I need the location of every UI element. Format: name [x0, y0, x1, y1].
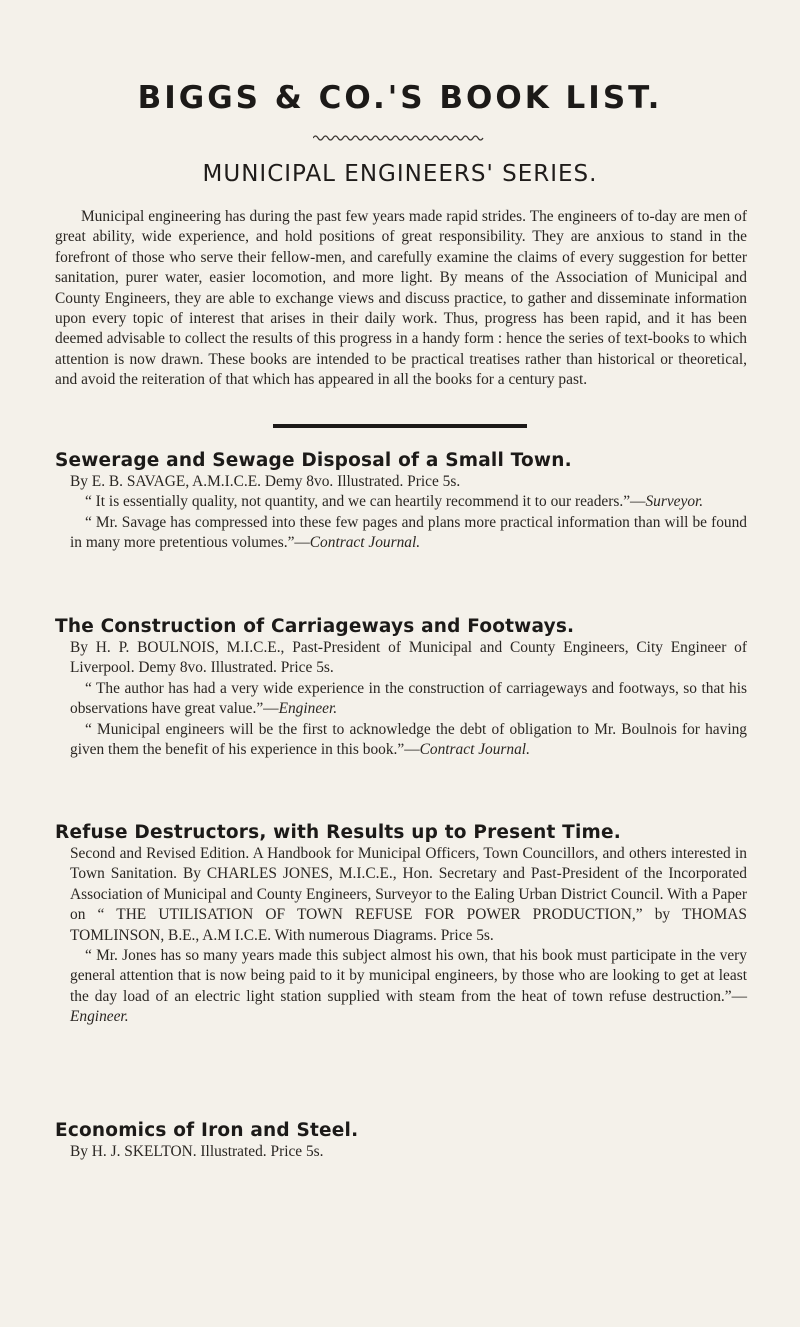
- book-entry: [55, 822, 747, 1028]
- review-source: Contract Journal.: [419, 741, 530, 759]
- wavy-ornament: [313, 133, 487, 143]
- review-text: “ Mr. Savage has compressed into these few pages and plans more practical information than will be found in many more pretentious volumes.”—: [70, 513, 747, 552]
- book-review: [70, 513, 747, 554]
- review-source: Engineer.: [70, 1008, 129, 1026]
- book-review: [70, 946, 747, 1028]
- book-entry: [55, 1120, 747, 1162]
- series-title: MUNICIPAL ENGINEERS' SERIES.: [202, 161, 598, 187]
- review-text: “ Mr. Jones has so many years made this subject almost his own, that his book must participate in the very general attention that is now being paid to it by municipal engineers, by those who are looking to get at least the day load of an electric light station supplied with steam from the heat of town refuse destruction.”—: [70, 947, 747, 1005]
- book-description: Second and Revised Edition. A Handbook for Municipal Officers, Town Councillors, and others interested in Town Sanitation. By CHARLES JONES, M.I.C.E., Hon. Secretary and Past-President of the Incorporated Association of Municipal and County Engineers, Surveyor to the Ealing Urban District Council. With a Paper on “ THE UTILISATION OF TOWN REFUSE FOR POWER PRODUCTION,” by THOMAS TOMLINSON, B.E., A.M I.C.E. With numerous Diagrams. Price 5s.: [70, 845, 747, 944]
- book-description: By H. P. BOULNOIS, M.I.C.E., Past-President of Municipal and County Engineers, City Engineer of Liverpool. Demy 8vo. Illustrated. Price 5s.: [70, 639, 747, 677]
- book-entry: [55, 450, 747, 554]
- section-divider: [273, 424, 527, 428]
- book-title: Economics of Iron and Steel.: [55, 1120, 359, 1141]
- book-title: Sewerage and Sewage Disposal of a Small Town.: [55, 450, 572, 471]
- review-text: “ It is essentially quality, not quantity, and we can heartily recommend it to our readers.”—: [85, 493, 646, 511]
- review-source: Surveyor.: [645, 493, 704, 511]
- book-title: The Construction of Carriageways and Footways.: [55, 616, 575, 637]
- review-source: Contract Journal.: [309, 534, 421, 552]
- review-source: Engineer.: [278, 700, 338, 718]
- book-review: [70, 492, 747, 512]
- book-review: [70, 720, 747, 761]
- book-title: Refuse Destructors, with Results up to Present Time.: [55, 822, 621, 843]
- book-description: By H. J. SKELTON. Illustrated. Price 5s.: [70, 1143, 324, 1160]
- book-entry: [55, 616, 747, 760]
- book-review: [70, 679, 747, 720]
- intro-paragraph: Municipal engineering has during the past few years made rapid strides. The engineers of to-day are men of great ability, wide experience, and hold positions of great responsibility. They are anxious to stand in the forefront of those who serve their fellow-men, and carefully examine the claims of every suggestion for better sanitation, purer water, easier locomotion, and more light. By means of the Association of Municipal and County Engineers, they are able to exchange views and discuss practice, to gather and disseminate information upon every topic of interest that arises in their daily work. Thus, progress has been rapid, and it has been deemed advisable to collect the results of this progress in a handy form : hence the series of text-books to which attention is now drawn. These books are intended to be practical treatises rather than historical or theoretical, and avoid the reiteration of that which has appeared in all the books for a century past.: [55, 208, 747, 389]
- book-description: By E. B. SAVAGE, A.M.I.C.E. Demy 8vo. Illustrated. Price 5s.: [70, 473, 461, 490]
- masthead-title: BIGGS & CO.'S BOOK LIST.: [137, 80, 663, 116]
- review-text: “ Municipal engineers will be the first to acknowledge the debt of obligation to Mr. Boulnois for having given them the benefit of his experience in this book.”—: [70, 720, 747, 759]
- review-text: “ The author has had a very wide experience in the construction of carriageways and footways, so that his observations have great value.”—: [70, 679, 747, 718]
